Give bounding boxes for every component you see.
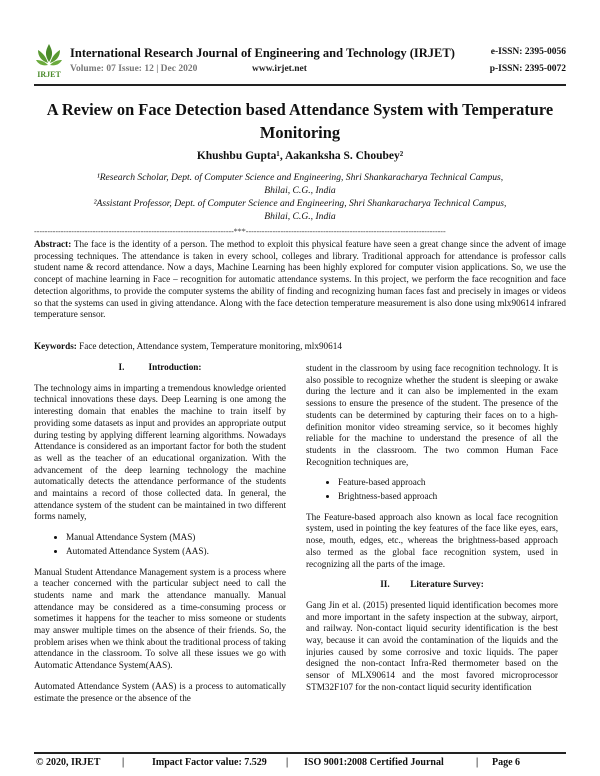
paper-authors: Khushbu Gupta¹, Aakanksha S. Choubey² bbox=[196, 150, 404, 162]
paragraph: Gang Jin et al. (2015) presented liquid identification becomes more and more important in the safety inspection at the subway, airport, and railway. Non-contact liquid security identification is the best way, because it can avoid the contamination of the liquids and the injuries caused by some corrosive and toxic liquids. The paper designed the non-contact Infra-Red thermometer based on the sensor of MLX90614 and the most favored microprocessor STM32F107 for the non-contact liquid security identification bbox=[306, 599, 558, 692]
footer-impact-factor: Impact Factor value: 7.529 bbox=[152, 757, 267, 768]
footer-sep: | bbox=[476, 757, 479, 768]
recognition-techniques-list bbox=[306, 477, 558, 502]
separator-line: ---------------------------------------------------------------------------***--------------------------------------------------------------------------- bbox=[34, 227, 446, 236]
right-column bbox=[306, 363, 558, 703]
abstract-label: Abstract: bbox=[34, 239, 72, 249]
list-item: • Brightness-based approach bbox=[338, 491, 558, 503]
footer-rule bbox=[34, 752, 566, 754]
keywords-label: Keywords: bbox=[34, 341, 77, 351]
header-rule bbox=[34, 84, 566, 86]
paragraph: Automated Attendance System (AAS) is a process to automatically estimate the presence or the absence of the bbox=[34, 680, 286, 703]
affiliation-1: ¹Research Scholar, Dept. of Computer Science and Engineering, Shri Shankaracharya Technical Campus, Bhilai, C.G., India bbox=[96, 172, 504, 196]
keywords-text: Face detection, Attendance system, Temperature monitoring, mlx90614 bbox=[76, 341, 342, 351]
svg-text:IRJET: IRJET bbox=[37, 70, 61, 79]
list-item: • Feature-based approach bbox=[338, 477, 558, 489]
paragraph: student in the classroom by using face recognition technology. It is also possible to recognize whether the student is sleeping or awake during the lecture and it can also be implemented in the exam sessions to ensure the presence of the student. The presence of the students can be determined by capturing their faces on to a high-definition monitor video streaming service, so it becomes highly reliable for the machine to understand the presence of all the students in the classroom. The two common Human Face Recognition techniques are, bbox=[306, 363, 558, 467]
paragraph: The Feature-based approach also known as local face recognition system, used in pointing the key features of the face like eyes, ears, nose, mouth, edges, etc., whereas the brightness-based approach also termed as the global face recognition system, used in recognizing all the parts of the image. bbox=[306, 511, 558, 569]
paper-title: A Review on Face Detection based Attendance System with Temperature Monitoring bbox=[46, 100, 554, 142]
footer-sep: | bbox=[122, 757, 125, 768]
keywords bbox=[34, 341, 566, 351]
footer-iso: ISO 9001:2008 Certified Journal bbox=[304, 757, 444, 768]
pissn: p-ISSN: 2395-0072 bbox=[489, 64, 566, 74]
footer-sep: | bbox=[286, 757, 289, 768]
list-item: • Automated Attendance System (AAS). bbox=[66, 546, 286, 558]
footer-page-number: Page 6 bbox=[492, 757, 521, 768]
section-heading-introduction: I. Introduction: bbox=[118, 362, 202, 372]
left-column bbox=[34, 362, 286, 713]
paragraph: Manual Student Attendance Management system is a process where a teacher concerned with the particular subject need to call the students name and mark the attendance manually. Manual attendance may be considered as a time-consuming process or sometimes it happens for the teacher to miss someone or students may answer multiple times on the absence of their friends. So, the problem arises when we think about the traditional process of taking attendance in the classroom. To solve all these issues we go with Automatic Attendance System(AAS). bbox=[34, 566, 286, 671]
footer-copyright: © 2020, IRJET bbox=[36, 757, 101, 768]
journal-name: International Research Journal of Engineering and Technology (IRJET) bbox=[70, 46, 455, 60]
list-item: • Manual Attendance System (MAS) bbox=[66, 532, 286, 544]
section-heading-literature-survey: II. Literature Survey: bbox=[380, 579, 484, 590]
irjet-logo-icon bbox=[34, 42, 64, 80]
eissn: e-ISSN: 2395-0056 bbox=[490, 47, 566, 57]
journal-website[interactable]: www.irjet.net bbox=[252, 64, 307, 74]
attendance-forms-list bbox=[34, 532, 286, 557]
abstract bbox=[34, 239, 566, 321]
journal-header bbox=[34, 42, 566, 82]
affiliation-2: ²Assistant Professor, Dept. of Computer Science and Engineering, Shri Shankaracharya Technical Campus, Bhilai, C.G., India bbox=[93, 198, 507, 222]
abstract-text: The face is the identity of a person. The method to exploit this physical feature have seen a great change since the advent of image processing techniques. The attendance is taken in every school, colleges and library. Traditional approach for attendance is professor calls student name & record attendance. Now a days, Machine Learning has been highly explored for computer vision applications. So, we use the concept of machine learning in Face – recognition for automatic attendance systems. In this project, we perform the face recognition and face detection algorithms, to provide the computer systems the ability of finding and recognizing human faces fast and precisely in images or videos so that the systems can used in giving attendance. Along with the face detection temperature measurement is also done using mlx90614 infrared temperature sensor. bbox=[34, 239, 566, 320]
volume-issue: Volume: 07 Issue: 12 | Dec 2020 bbox=[70, 64, 198, 74]
paragraph: The technology aims in imparting a tremendous knowledge oriented technical innovations these days. Deep Learning is one among the interesting domain that enables the machine to train itself by providing some datasets as input and provides an appropriate output during testing by applying different learning algorithms. Nowadays Attendance is considered as an important factor for both the student as well as the teacher of an educational organization. With the advancement of the deep learning technology the machine automatically detects the attendance performance of the students and maintains a record of those collected data. In general, the attendance system of the student can be maintained in two different forms namely, bbox=[34, 382, 286, 522]
